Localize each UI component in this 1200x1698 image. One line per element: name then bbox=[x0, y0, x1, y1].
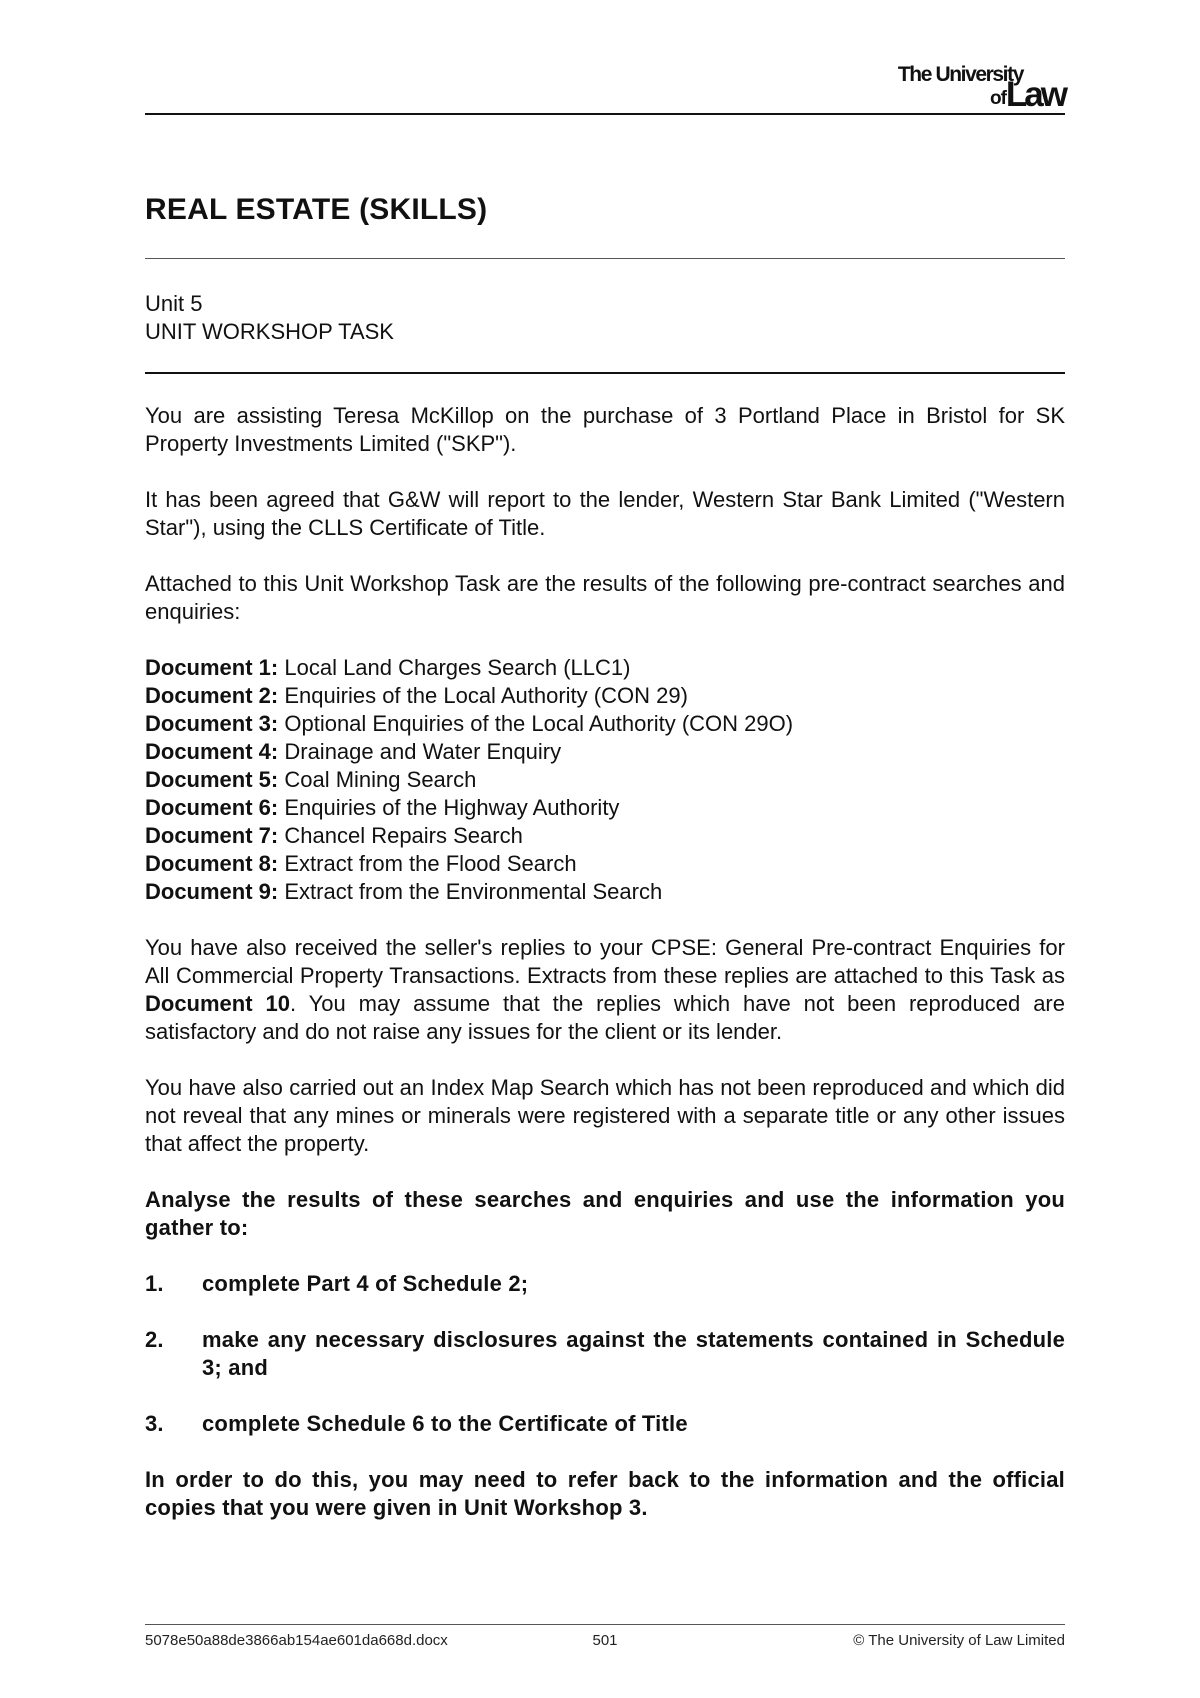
list-item bbox=[145, 682, 1065, 710]
document-text: Optional Enquiries of the Local Authority (CON 29O) bbox=[278, 711, 794, 736]
cpse-text-before: You have also received the seller's replies to your CPSE: General Pre-contract Enquiries for All Commercial Property Transactions. Extracts from these replies are attached to this Task as bbox=[145, 935, 1065, 988]
cpse-paragraph bbox=[145, 934, 1065, 1046]
university-logo bbox=[845, 63, 1065, 114]
cpse-text-after: . You may assume that the replies which have not been reproduced are satisfactory and do not raise any issues for the client or its lender. bbox=[145, 991, 1065, 1044]
list-item bbox=[145, 822, 1065, 850]
title-rule bbox=[145, 258, 1065, 259]
document-text: Extract from the Flood Search bbox=[278, 851, 577, 876]
document-text: Chancel Repairs Search bbox=[278, 823, 523, 848]
document-page bbox=[145, 0, 1065, 1698]
logo-line-1: The University bbox=[897, 63, 1023, 86]
footer-rule bbox=[145, 1624, 1065, 1625]
task-list bbox=[145, 1270, 1065, 1438]
logo-law: Law bbox=[1005, 75, 1065, 114]
closing-paragraph: In order to do this, you may need to refer back to the information and the official copies that you were given in Unit Workshop 3. bbox=[145, 1467, 1065, 1520]
document-text: Local Land Charges Search (LLC1) bbox=[278, 655, 631, 680]
footer-page-number: 501 bbox=[592, 1632, 618, 1649]
task-text: complete Part 4 of Schedule 2; bbox=[202, 1271, 529, 1296]
footer-copyright: © The University of Law Limited bbox=[853, 1632, 1065, 1649]
page-title: REAL ESTATE (SKILLS) bbox=[145, 193, 488, 226]
document-list bbox=[145, 654, 1065, 906]
header-rule bbox=[145, 113, 1065, 115]
document-text: Extract from the Environmental Search bbox=[278, 879, 663, 904]
unit-heading bbox=[145, 290, 394, 346]
list-item bbox=[145, 878, 1065, 906]
list-item bbox=[145, 794, 1065, 822]
document-label: Document 2: bbox=[145, 683, 279, 708]
document-label: Document 5: bbox=[145, 767, 279, 792]
list-item bbox=[145, 766, 1065, 794]
document-label: Document 9: bbox=[145, 879, 279, 904]
document-label: Document 4: bbox=[145, 739, 279, 764]
task-text: complete Schedule 6 to the Certificate of Title bbox=[202, 1411, 688, 1436]
task-number: 3. bbox=[145, 1411, 164, 1436]
index-map-paragraph: You have also carried out an Index Map Search which has not been reproduced and which did not reveal that any mines or minerals were registered with a separate title or any other issues that affect the property. bbox=[145, 1075, 1065, 1156]
intro-paragraph-2: It has been agreed that G&W will report to the lender, Western Star Bank Limited ("Western Star"), using the CLLS Certificate of Title. bbox=[145, 487, 1065, 540]
document-label: Document 6: bbox=[145, 795, 279, 820]
cpse-document-ref: Document 10 bbox=[145, 991, 290, 1016]
list-item bbox=[145, 738, 1065, 766]
document-text: Enquiries of the Local Authority (CON 29) bbox=[278, 683, 688, 708]
document-text: Drainage and Water Enquiry bbox=[278, 739, 562, 764]
list-item bbox=[145, 1410, 1065, 1438]
logo-of: of bbox=[989, 88, 1006, 109]
unit-number: Unit 5 bbox=[145, 291, 203, 316]
intro-paragraph-1: You are assisting Teresa McKillop on the purchase of 3 Portland Place in Bristol for SK Property Investments Limited ("SKP"). bbox=[145, 403, 1065, 456]
unit-rule bbox=[145, 372, 1065, 374]
list-item bbox=[145, 1326, 1065, 1382]
document-text: Enquiries of the Highway Authority bbox=[278, 795, 620, 820]
list-item bbox=[145, 850, 1065, 878]
document-label: Document 7: bbox=[145, 823, 279, 848]
task-number: 1. bbox=[145, 1271, 164, 1296]
document-label: Document 1: bbox=[145, 655, 279, 680]
task-text: make any necessary disclosures against the statements contained in Schedule 3; and bbox=[202, 1327, 1065, 1380]
document-label: Document 8: bbox=[145, 851, 279, 876]
footer-filename: 5078e50a88de3866ab154ae601da668d.docx bbox=[145, 1632, 448, 1649]
document-text: Coal Mining Search bbox=[278, 767, 477, 792]
list-item bbox=[145, 654, 1065, 682]
document-label: Document 3: bbox=[145, 711, 279, 736]
list-item bbox=[145, 710, 1065, 738]
analyse-paragraph: Analyse the results of these searches and enquiries and use the information you gather to: bbox=[145, 1187, 1065, 1240]
body-text bbox=[145, 402, 1065, 1550]
task-number: 2. bbox=[145, 1327, 164, 1352]
intro-paragraph-3: Attached to this Unit Workshop Task are the results of the following pre-contract searches and enquiries: bbox=[145, 571, 1065, 624]
unit-name: UNIT WORKSHOP TASK bbox=[145, 319, 394, 344]
list-item bbox=[145, 1270, 1065, 1298]
